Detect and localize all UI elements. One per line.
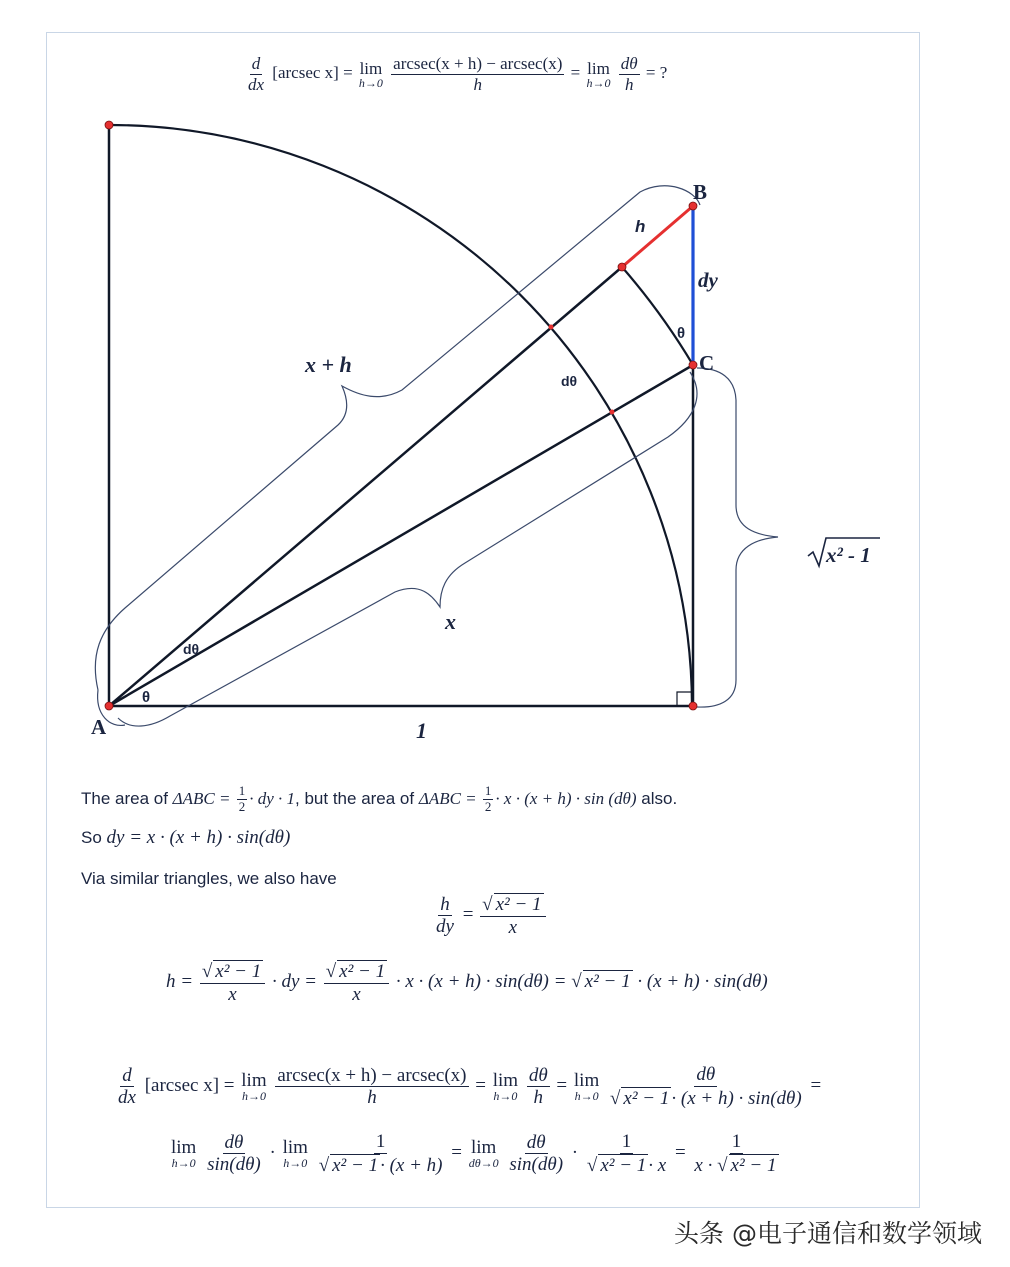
point-base-end bbox=[689, 702, 697, 710]
small-arc bbox=[622, 267, 693, 365]
f1-den: h bbox=[367, 1087, 377, 1109]
text-line-3: Via similar triangles, we also have bbox=[81, 869, 337, 888]
f1-d: d bbox=[122, 1064, 132, 1086]
top-eq2: = bbox=[570, 62, 581, 82]
line1-half-den: 2 bbox=[238, 798, 246, 814]
f2-n3: dθ bbox=[526, 1131, 546, 1153]
eq-similar: $\frac{h}{dy}$ = $\frac{\text{√ x² − 1}}{x}$ bbox=[432, 893, 548, 939]
f2-eq: = bbox=[451, 1142, 462, 1164]
f1-eq2: = bbox=[556, 1075, 568, 1097]
label-x: x bbox=[445, 609, 456, 634]
f2-n5: 1 bbox=[731, 1131, 742, 1152]
top-frac-den: h bbox=[473, 74, 483, 94]
label-dy: dy bbox=[698, 268, 718, 292]
point-xh bbox=[618, 263, 626, 271]
label-a: A bbox=[91, 715, 107, 739]
watermark: 头条 @电子通信和数学领域 bbox=[674, 1219, 982, 1248]
h-tail: · (x + h) · sin(dθ) bbox=[637, 971, 768, 993]
text-line-2 bbox=[81, 827, 290, 849]
top-tail: = ? bbox=[645, 62, 668, 82]
f1-eq: = bbox=[475, 1075, 486, 1097]
top-d: d bbox=[251, 54, 261, 73]
text-line-1 bbox=[81, 784, 677, 815]
label-h: h bbox=[635, 217, 646, 236]
line1-text-c: also. bbox=[636, 788, 678, 808]
f2-lim3: lim bbox=[471, 1137, 497, 1159]
top-lim2-sub: h→0 bbox=[586, 75, 611, 90]
f1-lim3: lim bbox=[573, 1070, 600, 1092]
top-lim2: lim bbox=[587, 58, 610, 78]
label-dtheta-mid: dθ bbox=[561, 373, 578, 389]
f2-dot2: · bbox=[571, 1142, 579, 1164]
label-theta-a: θ bbox=[142, 689, 151, 706]
top-dx: dx bbox=[248, 74, 265, 94]
f1-lim3-sub: h→0 bbox=[574, 1089, 599, 1104]
eq-h: h = $\frac{\text{√ x² − 1}}{x}$ · dy = $\frac{\text{√ x² − 1}}{x}$ · x · (x + h) · sin(dθ) = √ x² − 1 · (x + h) · sin(dθ) bbox=[166, 961, 768, 1005]
f2-dot: · bbox=[269, 1142, 276, 1164]
f2-lim: lim bbox=[171, 1137, 197, 1159]
f1-func: [arcsec x] = bbox=[144, 1075, 235, 1097]
line1-half-num: 1 bbox=[238, 783, 246, 798]
label-sqrt: x² - 1 bbox=[826, 543, 871, 567]
f2-lim2: lim bbox=[282, 1137, 308, 1159]
label-c: C bbox=[699, 351, 715, 375]
sim-eq: = bbox=[462, 904, 474, 926]
h-f1-den: x bbox=[228, 983, 237, 1005]
label-x-plus-h: x + h bbox=[305, 352, 352, 377]
h-f2-den: x bbox=[352, 983, 361, 1005]
point-top bbox=[105, 121, 113, 129]
brace-sqrt bbox=[697, 368, 778, 707]
top-eq1: = bbox=[343, 62, 353, 82]
f1-lim2: lim bbox=[492, 1070, 519, 1092]
label-dtheta-a: dθ bbox=[183, 641, 200, 657]
h-mid2: · x · (x + h) · sin(dθ) = bbox=[395, 971, 567, 993]
brace-x bbox=[118, 372, 697, 726]
h-f1-num: x² − 1 bbox=[215, 961, 262, 982]
top-lim: lim bbox=[359, 58, 383, 78]
line1-text-a: The area of bbox=[81, 788, 173, 808]
line1-math-1: ΔABC = bbox=[172, 788, 235, 808]
f2-d1: sin(dθ) bbox=[207, 1154, 261, 1176]
sim-num: h bbox=[440, 893, 450, 915]
top-lim-sub: h→0 bbox=[358, 75, 383, 90]
point-arc-lower bbox=[610, 410, 615, 415]
f2-lim3-sub: dθ→0 bbox=[468, 1156, 499, 1171]
f1-num3: dθ bbox=[696, 1064, 716, 1085]
f1-tail: = bbox=[810, 1075, 822, 1097]
line1-math-2: · dy · 1 bbox=[249, 788, 296, 808]
f2-eq2: = bbox=[674, 1142, 686, 1164]
line1-math-3: ΔABC = bbox=[418, 788, 481, 808]
line1-text-b: , but the area of bbox=[295, 788, 419, 808]
point-arc-upper bbox=[549, 325, 554, 330]
label-theta-top: θ bbox=[677, 325, 686, 342]
h-lhs: h = bbox=[166, 971, 194, 993]
point-c bbox=[689, 361, 697, 369]
h-sqrt3: x² − 1 bbox=[584, 971, 631, 993]
f2-d2-tail: · (x + h) bbox=[380, 1154, 443, 1176]
top-dtheta-den: h bbox=[624, 74, 634, 94]
f1-den3-tail: · (x + h) · sin(dθ) bbox=[671, 1087, 802, 1109]
right-angle-marker bbox=[677, 692, 691, 706]
f2-d4-sqrt: x² − 1 bbox=[600, 1154, 647, 1176]
label-b: B bbox=[693, 180, 708, 204]
h-f2-num: x² − 1 bbox=[339, 961, 386, 982]
line2-math: dy = x · (x + h) · sin(dθ) bbox=[106, 827, 291, 848]
eq-final-1: $\frac{d}{dx}$ [arcsec x] = lim h→0 $\frac{\text{arcsec(x + h) − arcsec(x)}}{h}$ = lim h→0 $\frac{d\theta}{h}$ = lim h→0 $\frac{d\theta}{\text{√ x² − 1 · (x + h) · sin(dθ)}}$ = bbox=[118, 1064, 822, 1109]
f1-num: arcsec(x + h) − arcsec(x) bbox=[277, 1064, 467, 1086]
f2-lim-sub: h→0 bbox=[171, 1156, 196, 1171]
f2-lim2-sub: h→0 bbox=[283, 1156, 308, 1171]
f2-d5-head: x · bbox=[694, 1154, 713, 1176]
f1-den3-sqrt: x² − 1 bbox=[623, 1087, 670, 1109]
line1-half-den-2: 2 bbox=[484, 798, 492, 814]
f1-lim: lim bbox=[241, 1070, 267, 1092]
f1-dx: dx bbox=[118, 1087, 136, 1109]
f2-d5-sqrt: x² − 1 bbox=[730, 1154, 777, 1176]
sim-rnum: x² − 1 bbox=[495, 894, 542, 915]
top-func: [arcsec x] bbox=[272, 62, 339, 82]
sim-rden: x bbox=[508, 916, 518, 938]
segment-h bbox=[622, 206, 693, 267]
f1-den2: h bbox=[533, 1087, 543, 1109]
eq-final-2: lim h→0 $\frac{d\theta}{\sin(d\theta)}$ · lim h→0 $\frac{1}{\text{√ x² − 1 · (x + h)}}$ = lim dθ→0 $\frac{d\theta}{\sin(d\theta)}$ · $\frac{1}{\text{√ x² − 1 · x}}$ = $\frac{1}{\text{x · √ x² − 1}}$ bbox=[171, 1131, 777, 1176]
f2-n2: 1 bbox=[375, 1131, 386, 1152]
f2-n1: dθ bbox=[224, 1131, 244, 1153]
f1-lim2-sub: h→0 bbox=[493, 1089, 518, 1104]
f2-n4: 1 bbox=[621, 1131, 632, 1152]
f1-lim-sub: h→0 bbox=[241, 1089, 266, 1104]
top-frac-num: arcsec(x + h) − arcsec(x) bbox=[393, 54, 563, 73]
line1-math-4: · x · (x + h) · sin (dθ) bbox=[495, 788, 637, 808]
f2-d3: sin(dθ) bbox=[509, 1154, 564, 1176]
line2-text: So bbox=[81, 828, 107, 847]
point-a bbox=[105, 702, 113, 710]
brace-x-plus-h bbox=[95, 186, 700, 690]
label-one: 1 bbox=[416, 718, 427, 743]
f2-d2-sqrt: x² − 1 bbox=[332, 1154, 379, 1176]
f1-num2: dθ bbox=[528, 1064, 548, 1086]
line1-half-num-2: 1 bbox=[484, 783, 492, 798]
h-mid1: · dy = bbox=[271, 971, 317, 993]
f2-d4-tail: · x bbox=[648, 1154, 667, 1176]
top-dtheta-num: dθ bbox=[620, 54, 638, 73]
sim-den: dy bbox=[436, 916, 454, 938]
